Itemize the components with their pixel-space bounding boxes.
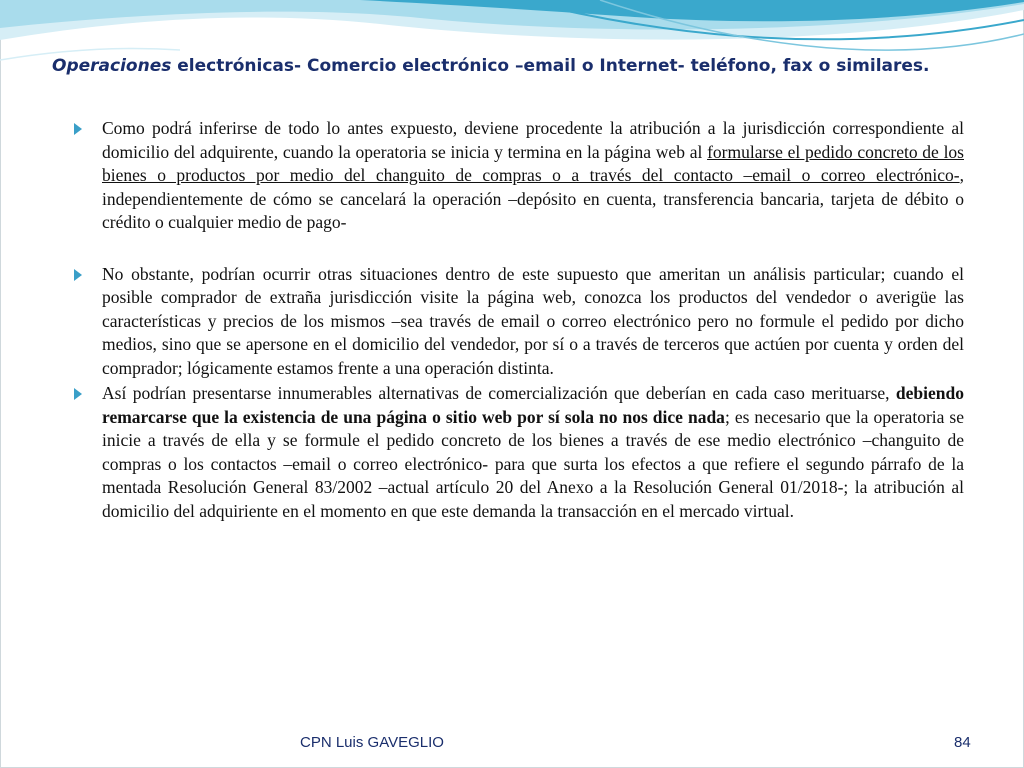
slide-title [52, 56, 982, 77]
bullet-1-text-b: , independientemente de cómo se cancelará la operación –depósito en cuenta, transferencia bancaria, tarjeta de débito o crédito o cualquier medio de pago- [102, 165, 964, 232]
bullet-3-text-a: Así podrían presentarse innumerables alternativas de comercialización que deberían en cada caso merituarse, [102, 383, 896, 403]
bullet-3-bold: debiendo remarcarse que la existencia de una página o sitio web por sí sola no nos dice nada [102, 383, 964, 427]
bullet-1-underlined: formularse el pedido concreto de los bienes o productos por medio del changuito de compras o a través del contacto –email o correo electrónico- [102, 141, 964, 185]
bullet-2-text: No obstante, podrían ocurrir otras situaciones dentro de este supuesto que ameritan un análisis particular; cuando el posible comprador de extraña jurisdicción visite la página web, conozca los productos del vendedor o averigüe las características y precios de los mismos –sea través de email o correo electrónico pero no formule el pedido por dicho medios, sino que se apersone en el domicilio del vendedor, por sí o a través de terceros que actúen por cuenta y orden del comprador; lógicamente estamos frente a una operación distinta. [102, 263, 964, 378]
bullet-arrow-icon [74, 388, 82, 400]
slide-content [72, 117, 964, 523]
title-italic: Operaciones [52, 56, 172, 76]
page-number: 84 [954, 734, 971, 751]
bullet-arrow-icon [74, 123, 82, 135]
bullet-2 [72, 263, 964, 381]
bullet-arrow-icon [74, 269, 82, 281]
bullet-3-text-b: ; es necesario que la operatoria se inicie a través de ella y se formule el pedido concreto de los bienes a través de ese medio electrónico –changuito de compras o los contactos –email o correo electrónico- para que surta los efectos a que refiere el segundo párrafo de la mentada Resolución General 83/2002 –actual artículo 20 del Anexo a la Resolución General 01/2018-; la atribución al domicilio del adquiriente en el momento en que este demanda la transacción en el mercado virtual. [102, 406, 964, 521]
bullet-3 [72, 382, 964, 523]
footer-author: CPN Luis GAVEGLIO [300, 734, 444, 751]
title-rest: electrónicas- Comercio electrónico –email o Internet- teléfono, fax o similares. [177, 56, 930, 76]
bullet-1 [72, 117, 964, 235]
bullet-1-text-a: Como podrá inferirse de todo lo antes expuesto, deviene procedente la atribución a la jurisdicción correspondiente al domicilio del adquirente, cuando la operatoria se inicia y termina en la página web al [102, 118, 964, 162]
